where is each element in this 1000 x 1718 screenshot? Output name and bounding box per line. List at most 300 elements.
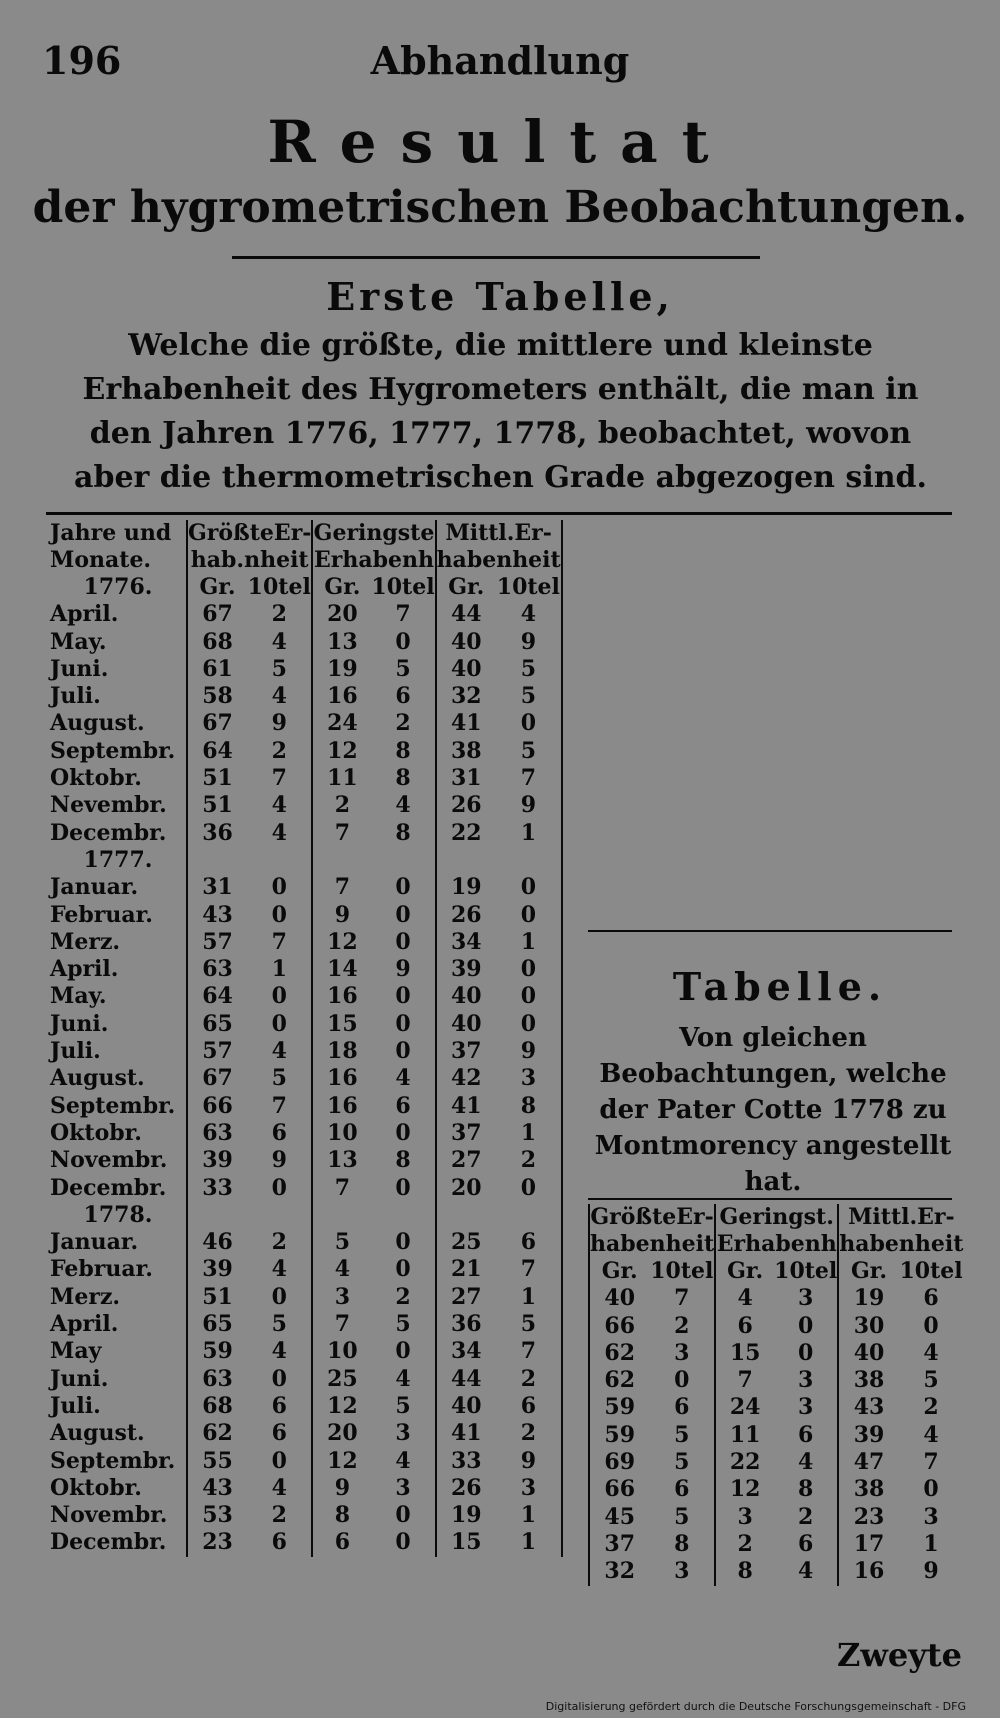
value-cell: 0 bbox=[395, 628, 411, 655]
value-cell: 0 bbox=[395, 874, 411, 901]
value-cell: 5 bbox=[312, 1229, 371, 1256]
value-cell: 45 bbox=[589, 1504, 649, 1531]
table-row bbox=[46, 1175, 562, 1202]
value-cell: 3 bbox=[496, 1475, 562, 1502]
value-cell: 0 bbox=[271, 874, 287, 901]
value-cell: 12 bbox=[312, 1448, 371, 1475]
month-cell: Septembr. bbox=[50, 1447, 176, 1474]
value-cell: 5 bbox=[496, 656, 562, 683]
table-row bbox=[46, 1475, 562, 1502]
value-cell: 0 bbox=[271, 983, 287, 1010]
value-cell: 8 bbox=[312, 1502, 371, 1529]
value-cell: 40 bbox=[436, 1011, 496, 1038]
value-cell: 4 bbox=[271, 1038, 287, 1065]
value-cell: 43 bbox=[187, 1475, 247, 1502]
value-cell: 36 bbox=[436, 1311, 496, 1338]
value-cell: 2 bbox=[496, 1420, 562, 1447]
spacer-cell bbox=[496, 1202, 562, 1229]
value-cell: 22 bbox=[436, 820, 496, 847]
value-cell: 1 bbox=[496, 820, 562, 847]
value-cell: 40 bbox=[436, 1393, 496, 1420]
month-cell: Januar. bbox=[50, 1229, 139, 1256]
value-cell: 38 bbox=[436, 738, 496, 765]
table2 bbox=[588, 1204, 963, 1586]
value-cell: 5 bbox=[271, 1065, 287, 1092]
table-row bbox=[46, 601, 562, 628]
value-cell: 67 bbox=[187, 601, 247, 628]
value-cell: 16 bbox=[312, 1093, 371, 1120]
value-cell: 3 bbox=[923, 1503, 939, 1530]
month-cell: April. bbox=[50, 1311, 119, 1338]
value-cell: 57 bbox=[187, 929, 247, 956]
spacer-cell bbox=[187, 1202, 247, 1229]
value-cell: 0 bbox=[496, 710, 562, 737]
table2-header-row bbox=[589, 1204, 963, 1258]
t2-table-row bbox=[589, 1285, 963, 1312]
value-cell: 3 bbox=[798, 1285, 814, 1312]
value-cell: 39 bbox=[838, 1422, 898, 1449]
value-cell: 6 bbox=[271, 1392, 287, 1419]
value-cell: 2 bbox=[798, 1503, 814, 1530]
year-label: 1777. bbox=[83, 846, 153, 873]
value-cell: 66 bbox=[589, 1476, 649, 1503]
title-rule bbox=[232, 256, 760, 259]
value-cell: 51 bbox=[187, 1284, 247, 1311]
value-cell: 15 bbox=[715, 1340, 774, 1367]
value-cell: 11 bbox=[312, 765, 371, 792]
month-cell: April. bbox=[50, 601, 119, 628]
value-cell: 0 bbox=[496, 983, 562, 1010]
value-cell: 3 bbox=[496, 1065, 562, 1092]
t2-table-row bbox=[589, 1558, 963, 1585]
value-cell: 0 bbox=[496, 902, 562, 929]
value-cell: 4 bbox=[798, 1558, 814, 1585]
value-cell: 19 bbox=[436, 1502, 496, 1529]
value-cell: 8 bbox=[395, 1147, 411, 1174]
value-cell: 13 bbox=[312, 1147, 371, 1174]
month-cell: Decembr. bbox=[50, 1174, 167, 1201]
value-cell: 5 bbox=[496, 1311, 562, 1338]
value-cell: 4 bbox=[271, 792, 287, 819]
value-cell: 0 bbox=[798, 1312, 814, 1339]
value-cell: 21 bbox=[436, 1256, 496, 1283]
value-cell: 7 bbox=[312, 874, 371, 901]
value-cell: 44 bbox=[436, 601, 496, 628]
value-cell: 0 bbox=[271, 1174, 287, 1201]
table-row bbox=[46, 956, 562, 983]
spacer-cell bbox=[371, 847, 435, 874]
value-cell: 1 bbox=[496, 1284, 562, 1311]
value-cell: 23 bbox=[838, 1504, 898, 1531]
value-cell: 66 bbox=[187, 1093, 247, 1120]
t2-col-header-mid: Mittl.Er- habenheit bbox=[839, 1204, 964, 1257]
value-cell: 32 bbox=[436, 683, 496, 710]
value-cell: 23 bbox=[187, 1529, 247, 1556]
value-cell: 7 bbox=[674, 1285, 690, 1312]
value-cell: 63 bbox=[187, 1366, 247, 1393]
value-cell: 4 bbox=[395, 1065, 411, 1092]
value-cell: 0 bbox=[395, 1256, 411, 1283]
col-header-mid: Mittl.Er- habenheit bbox=[436, 520, 561, 573]
value-cell: 69 bbox=[589, 1449, 649, 1476]
value-cell: 68 bbox=[187, 1393, 247, 1420]
value-cell: 57 bbox=[187, 1038, 247, 1065]
value-cell: 25 bbox=[436, 1229, 496, 1256]
value-cell: 65 bbox=[187, 1011, 247, 1038]
month-cell: Septembr. bbox=[50, 737, 176, 764]
table-row bbox=[46, 710, 562, 737]
value-cell: 62 bbox=[589, 1367, 649, 1394]
value-cell: 16 bbox=[312, 683, 371, 710]
value-cell: 3 bbox=[798, 1367, 814, 1394]
value-cell: 8 bbox=[395, 765, 411, 792]
value-cell: 31 bbox=[187, 874, 247, 901]
value-cell: 3 bbox=[395, 1420, 411, 1447]
month-cell: Oktobr. bbox=[50, 1474, 142, 1501]
value-cell: 0 bbox=[271, 1283, 287, 1310]
table-row bbox=[46, 1366, 562, 1393]
unit-gr: Gr. bbox=[715, 1258, 774, 1285]
month-cell: Septembr. bbox=[50, 1092, 176, 1119]
table1-title: Erste Tabelle, bbox=[326, 274, 674, 319]
t2-table-row bbox=[589, 1476, 963, 1503]
month-cell: Merz. bbox=[50, 1283, 121, 1310]
value-cell: 27 bbox=[436, 1147, 496, 1174]
month-cell: April. bbox=[50, 956, 119, 983]
table-row bbox=[46, 629, 562, 656]
value-cell: 62 bbox=[589, 1340, 649, 1367]
value-cell: 16 bbox=[312, 983, 371, 1010]
value-cell: 2 bbox=[312, 792, 371, 819]
value-cell: 26 bbox=[436, 792, 496, 819]
value-cell: 2 bbox=[496, 1366, 562, 1393]
value-cell: 1 bbox=[271, 956, 287, 983]
value-cell: 0 bbox=[395, 1038, 411, 1065]
value-cell: 0 bbox=[496, 1011, 562, 1038]
table1-description: Welche die größte, die mittlere und kleinste Erhabenheit des Hygrometers enthält, die man in den Jahren 1776, 1777, 1778, beobachtet, wovon aber die thermometrischen Grade abgezogen sind. bbox=[74, 328, 927, 495]
value-cell: 9 bbox=[271, 1147, 287, 1174]
value-cell: 2 bbox=[496, 1147, 562, 1174]
value-cell: 0 bbox=[395, 1174, 411, 1201]
value-cell: 39 bbox=[187, 1147, 247, 1174]
value-cell: 43 bbox=[187, 902, 247, 929]
value-cell: 12 bbox=[312, 738, 371, 765]
unit-tenth: 10tel bbox=[496, 574, 560, 600]
value-cell: 16 bbox=[312, 1065, 371, 1092]
value-cell: 9 bbox=[312, 1475, 371, 1502]
value-cell: 0 bbox=[395, 983, 411, 1010]
month-cell: August. bbox=[50, 710, 145, 737]
value-cell: 68 bbox=[187, 629, 247, 656]
spacer-cell bbox=[187, 847, 247, 874]
value-cell: 40 bbox=[436, 629, 496, 656]
value-cell: 43 bbox=[838, 1394, 898, 1421]
value-cell: 53 bbox=[187, 1502, 247, 1529]
value-cell: 41 bbox=[436, 1093, 496, 1120]
value-cell: 3 bbox=[674, 1558, 690, 1585]
table-row bbox=[46, 1229, 562, 1256]
unit-gr: Gr. bbox=[589, 1258, 649, 1285]
value-cell: 5 bbox=[496, 683, 562, 710]
units-row bbox=[46, 574, 562, 601]
col-header-max: GrößteEr- hab.nheit bbox=[188, 520, 312, 573]
value-cell: 20 bbox=[312, 1420, 371, 1447]
month-cell: August. bbox=[50, 1420, 145, 1447]
value-cell: 0 bbox=[271, 1010, 287, 1037]
page-number: 196 bbox=[42, 38, 122, 83]
table2-top-rule bbox=[588, 930, 952, 932]
value-cell: 0 bbox=[395, 1010, 411, 1037]
value-cell: 6 bbox=[271, 1529, 287, 1556]
value-cell: 5 bbox=[674, 1421, 690, 1448]
month-cell: Novembr. bbox=[50, 1147, 168, 1174]
value-cell: 7 bbox=[496, 1338, 562, 1365]
month-cell: August. bbox=[50, 1065, 145, 1092]
table-row bbox=[46, 1393, 562, 1420]
value-cell: 64 bbox=[187, 738, 247, 765]
value-cell: 38 bbox=[838, 1367, 898, 1394]
value-cell: 6 bbox=[798, 1421, 814, 1448]
value-cell: 0 bbox=[395, 901, 411, 928]
value-cell: 64 bbox=[187, 983, 247, 1010]
t2-table-row bbox=[589, 1531, 963, 1558]
unit-tenth: 10tel bbox=[371, 574, 435, 600]
table-row bbox=[46, 738, 562, 765]
value-cell: 3 bbox=[312, 1284, 371, 1311]
value-cell: 8 bbox=[496, 1093, 562, 1120]
value-cell: 22 bbox=[715, 1449, 774, 1476]
value-cell: 26 bbox=[436, 1475, 496, 1502]
value-cell: 0 bbox=[923, 1476, 939, 1503]
value-cell: 67 bbox=[187, 1065, 247, 1092]
value-cell: 65 bbox=[187, 1311, 247, 1338]
table-row bbox=[46, 1120, 562, 1147]
table-row bbox=[46, 874, 562, 901]
value-cell: 6 bbox=[395, 1092, 411, 1119]
value-cell: 4 bbox=[496, 601, 562, 628]
value-cell: 5 bbox=[395, 655, 411, 682]
value-cell: 46 bbox=[187, 1229, 247, 1256]
value-cell: 39 bbox=[436, 956, 496, 983]
table1-top-rule bbox=[46, 512, 952, 515]
unit-gr: Gr. bbox=[187, 574, 247, 601]
value-cell: 8 bbox=[798, 1476, 814, 1503]
month-cell: Februar. bbox=[50, 1256, 153, 1283]
value-cell: 6 bbox=[395, 683, 411, 710]
catchword: Zweyte bbox=[837, 1636, 962, 1674]
running-head: Abhandlung bbox=[370, 38, 630, 83]
month-cell: Juni. bbox=[50, 655, 109, 682]
month-cell: Oktobr. bbox=[50, 1119, 142, 1146]
value-cell: 10 bbox=[312, 1338, 371, 1365]
value-cell: 17 bbox=[838, 1531, 898, 1558]
t2-units-row bbox=[589, 1258, 963, 1285]
spacer-cell bbox=[436, 1202, 496, 1229]
value-cell: 7 bbox=[923, 1449, 939, 1476]
value-cell: 3 bbox=[715, 1504, 774, 1531]
value-cell: 4 bbox=[798, 1449, 814, 1476]
value-cell: 4 bbox=[271, 1338, 287, 1365]
value-cell: 7 bbox=[271, 765, 287, 792]
year-row bbox=[46, 1202, 562, 1229]
month-cell: Oktobr. bbox=[50, 765, 142, 792]
value-cell: 4 bbox=[271, 628, 287, 655]
value-cell: 3 bbox=[798, 1394, 814, 1421]
value-cell: 10 bbox=[312, 1120, 371, 1147]
value-cell: 4 bbox=[312, 1256, 371, 1283]
value-cell: 62 bbox=[187, 1420, 247, 1447]
unit-tenth: 10tel bbox=[247, 574, 311, 600]
value-cell: 9 bbox=[496, 1448, 562, 1475]
value-cell: 4 bbox=[395, 1447, 411, 1474]
value-cell: 6 bbox=[674, 1476, 690, 1503]
value-cell: 7 bbox=[496, 1256, 562, 1283]
value-cell: 0 bbox=[271, 1365, 287, 1392]
value-cell: 7 bbox=[271, 928, 287, 955]
table-row bbox=[46, 902, 562, 929]
table-row bbox=[46, 1256, 562, 1283]
value-cell: 30 bbox=[838, 1313, 898, 1340]
value-cell: 0 bbox=[496, 874, 562, 901]
year-label: 1778. bbox=[83, 1201, 153, 1228]
table-row bbox=[46, 1284, 562, 1311]
value-cell: 7 bbox=[312, 1311, 371, 1338]
unit-gr: Gr. bbox=[436, 574, 496, 601]
value-cell: 0 bbox=[395, 1229, 411, 1256]
value-cell: 13 bbox=[312, 629, 371, 656]
value-cell: 51 bbox=[187, 792, 247, 819]
table-row bbox=[46, 792, 562, 819]
value-cell: 58 bbox=[187, 683, 247, 710]
value-cell: 9 bbox=[271, 710, 287, 737]
page-title: Resultat bbox=[267, 108, 733, 176]
spacer-cell bbox=[247, 847, 312, 874]
value-cell: 2 bbox=[271, 737, 287, 764]
value-cell: 7 bbox=[496, 765, 562, 792]
page-subtitle: der hygrometrischen Beobachtungen. bbox=[32, 182, 968, 233]
value-cell: 0 bbox=[395, 1529, 411, 1556]
t2-table-row bbox=[589, 1422, 963, 1449]
value-cell: 12 bbox=[312, 1393, 371, 1420]
value-cell: 7 bbox=[312, 820, 371, 847]
spacer-cell bbox=[496, 847, 562, 874]
value-cell: 42 bbox=[436, 1065, 496, 1092]
table-row bbox=[46, 983, 562, 1010]
table2-header-rule bbox=[588, 1198, 952, 1200]
unit-tenth: 10tel bbox=[899, 1258, 963, 1284]
value-cell: 34 bbox=[436, 929, 496, 956]
value-cell: 9 bbox=[496, 792, 562, 819]
value-cell: 40 bbox=[589, 1285, 649, 1312]
value-cell: 7 bbox=[312, 1175, 371, 1202]
value-cell: 40 bbox=[838, 1340, 898, 1367]
unit-tenth: 10tel bbox=[774, 1258, 838, 1284]
table2-title: Tabelle. bbox=[672, 964, 888, 1009]
value-cell: 37 bbox=[436, 1038, 496, 1065]
t2-table-row bbox=[589, 1394, 963, 1421]
value-cell: 2 bbox=[395, 710, 411, 737]
value-cell: 67 bbox=[187, 710, 247, 737]
value-cell: 1 bbox=[496, 1120, 562, 1147]
table-row bbox=[46, 1311, 562, 1338]
value-cell: 9 bbox=[496, 629, 562, 656]
value-cell: 12 bbox=[715, 1476, 774, 1503]
table-row bbox=[46, 1038, 562, 1065]
value-cell: 1 bbox=[496, 1502, 562, 1529]
value-cell: 27 bbox=[436, 1284, 496, 1311]
value-cell: 4 bbox=[923, 1339, 939, 1366]
value-cell: 26 bbox=[436, 902, 496, 929]
t2-table-row bbox=[589, 1340, 963, 1367]
table-row bbox=[46, 1011, 562, 1038]
value-cell: 9 bbox=[312, 902, 371, 929]
table-row bbox=[46, 1420, 562, 1447]
value-cell: 0 bbox=[496, 1175, 562, 1202]
month-cell: Decembr. bbox=[50, 819, 167, 846]
value-cell: 0 bbox=[923, 1312, 939, 1339]
t2-table-row bbox=[589, 1367, 963, 1394]
value-cell: 40 bbox=[436, 983, 496, 1010]
value-cell: 32 bbox=[589, 1558, 649, 1585]
value-cell: 14 bbox=[312, 956, 371, 983]
table-row bbox=[46, 929, 562, 956]
month-cell: May bbox=[50, 1338, 102, 1365]
value-cell: 51 bbox=[187, 765, 247, 792]
value-cell: 6 bbox=[312, 1529, 371, 1556]
value-cell: 6 bbox=[674, 1394, 690, 1421]
value-cell: 5 bbox=[271, 655, 287, 682]
value-cell: 2 bbox=[271, 1502, 287, 1529]
value-cell: 5 bbox=[395, 1392, 411, 1419]
table-row bbox=[46, 1338, 562, 1365]
value-cell: 5 bbox=[674, 1449, 690, 1476]
value-cell: 4 bbox=[395, 792, 411, 819]
value-cell: 12 bbox=[312, 929, 371, 956]
value-cell: 9 bbox=[496, 1038, 562, 1065]
value-cell: 0 bbox=[798, 1339, 814, 1366]
table-row bbox=[46, 1065, 562, 1092]
value-cell: 8 bbox=[674, 1530, 690, 1557]
value-cell: 0 bbox=[395, 928, 411, 955]
value-cell: 0 bbox=[496, 956, 562, 983]
table1-header-row bbox=[46, 520, 562, 574]
value-cell: 24 bbox=[715, 1394, 774, 1421]
value-cell: 6 bbox=[715, 1313, 774, 1340]
value-cell: 4 bbox=[715, 1285, 774, 1312]
value-cell: 4 bbox=[395, 1365, 411, 1392]
table-row bbox=[46, 1502, 562, 1529]
value-cell: 6 bbox=[798, 1530, 814, 1557]
value-cell: 5 bbox=[271, 1311, 287, 1338]
value-cell: 16 bbox=[838, 1558, 898, 1585]
value-cell: 66 bbox=[589, 1313, 649, 1340]
spacer-cell bbox=[312, 847, 371, 874]
value-cell: 59 bbox=[589, 1394, 649, 1421]
value-cell: 7 bbox=[395, 601, 411, 628]
value-cell: 44 bbox=[436, 1366, 496, 1393]
col-header-months: Jahre und Monate. bbox=[50, 520, 172, 573]
month-cell: Juni. bbox=[50, 1365, 109, 1392]
value-cell: 6 bbox=[923, 1285, 939, 1312]
t2-table-row bbox=[589, 1313, 963, 1340]
value-cell: 2 bbox=[923, 1394, 939, 1421]
value-cell: 7 bbox=[271, 1092, 287, 1119]
value-cell: 9 bbox=[923, 1558, 939, 1585]
value-cell: 19 bbox=[436, 874, 496, 901]
value-cell: 8 bbox=[395, 819, 411, 846]
table-row bbox=[46, 1529, 562, 1556]
value-cell: 0 bbox=[674, 1367, 690, 1394]
